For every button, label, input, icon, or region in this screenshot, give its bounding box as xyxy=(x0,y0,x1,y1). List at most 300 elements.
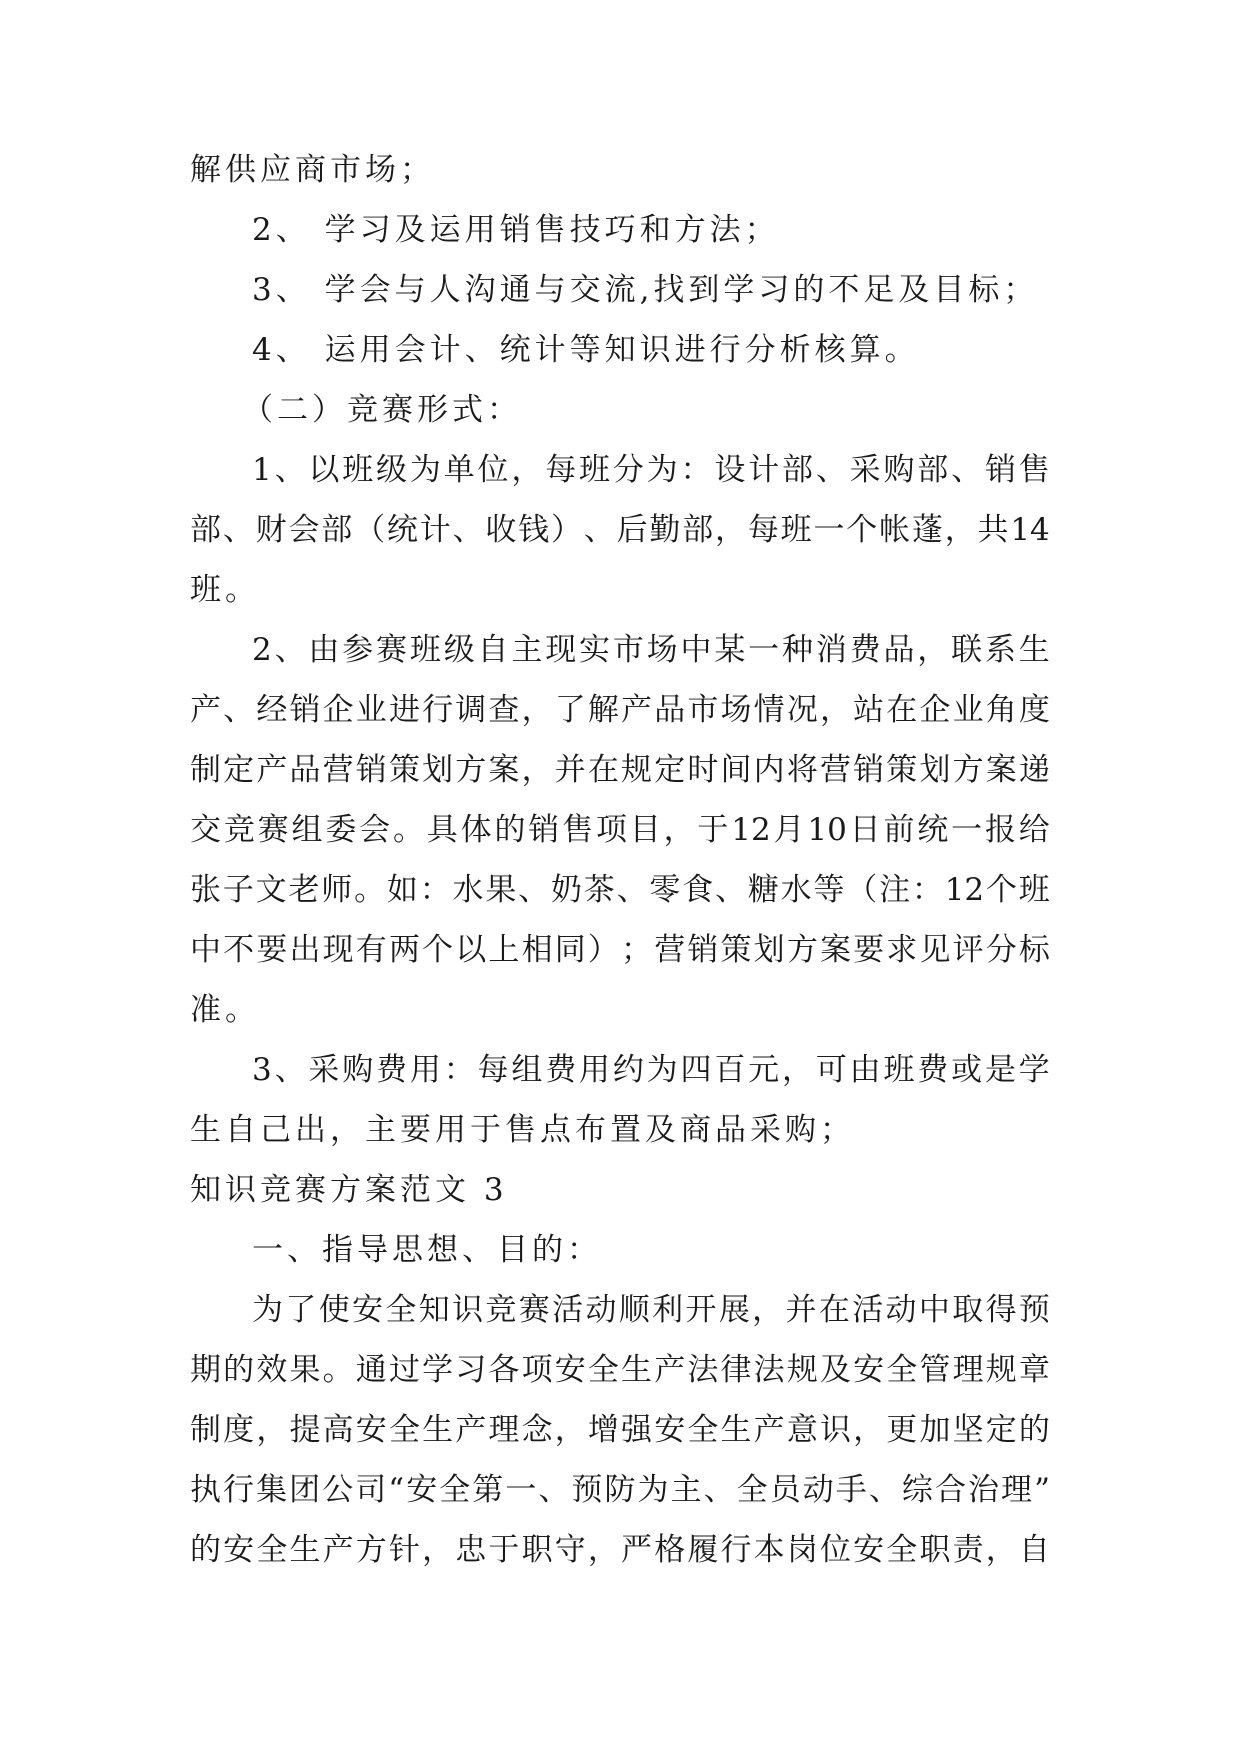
glyph: 部 xyxy=(781,452,813,488)
glyph: 理 xyxy=(1001,1472,1033,1508)
glyph: 期 xyxy=(190,1352,221,1388)
glyph: 分 xyxy=(612,452,644,488)
glyph: 竞 xyxy=(485,1292,517,1328)
glyph: 方 xyxy=(355,1532,387,1568)
glyph: 品 xyxy=(883,632,915,668)
glyph: 方 xyxy=(455,752,487,788)
section-heading: （二）竞赛形式： xyxy=(242,392,522,428)
glyph: 产 xyxy=(621,692,653,728)
glyph: 以 xyxy=(455,932,487,968)
glyph: ； xyxy=(621,932,653,968)
glyph: 安 xyxy=(654,1412,686,1448)
glyph: ” xyxy=(1034,1472,1050,1508)
paragraph-line xyxy=(190,1410,1050,1450)
glyph: 品 xyxy=(654,692,686,728)
glyph: 活 xyxy=(552,1292,584,1328)
glyph: 购 xyxy=(342,1052,374,1088)
glyph: 班 xyxy=(780,512,812,548)
glyph: 消 xyxy=(815,632,847,668)
glyph: 第 xyxy=(472,1472,504,1508)
glyph: 果 xyxy=(289,1352,321,1388)
glyph: 位 xyxy=(819,1532,851,1568)
glyph: 职 xyxy=(521,1532,553,1568)
glyph: 生 xyxy=(422,1412,454,1448)
glyph: ： xyxy=(680,452,712,488)
glyph: 赛 xyxy=(376,632,408,668)
glyph: 一 xyxy=(951,812,983,848)
glyph: 策 xyxy=(886,752,918,788)
glyph: 全 xyxy=(388,1412,420,1448)
glyph: 班 xyxy=(883,1052,915,1088)
glyph: ， xyxy=(511,452,543,488)
glyph: 效 xyxy=(256,1352,288,1388)
glyph: 动 xyxy=(802,1472,834,1508)
glyph: 防 xyxy=(604,1472,636,1508)
glyph: 法 xyxy=(687,1352,719,1388)
glyph: 级 xyxy=(443,632,475,668)
glyph: 求 xyxy=(886,932,918,968)
glyph: （ xyxy=(846,872,878,908)
glyph: 了 xyxy=(285,1292,317,1328)
glyph: ， xyxy=(853,1412,885,1448)
glyph: 每 xyxy=(545,452,577,488)
paragraph-line xyxy=(190,930,1050,970)
glyph: 动 xyxy=(585,1292,617,1328)
glyph: ， xyxy=(554,1412,586,1448)
glyph: 、 xyxy=(518,872,550,908)
glyph: 由 xyxy=(308,632,340,668)
glyph: 的 xyxy=(494,812,526,848)
glyph: 并 xyxy=(785,1292,817,1328)
glyph: 内 xyxy=(753,752,785,788)
glyph: 有 xyxy=(355,932,387,968)
glyph: 站 xyxy=(853,692,885,728)
glyph: 忠 xyxy=(455,1532,487,1568)
glyph: 糖 xyxy=(747,872,779,908)
glyph: 水 xyxy=(780,872,812,908)
glyph: 师 xyxy=(321,872,353,908)
glyph: 要 xyxy=(853,932,885,968)
glyph: 中 xyxy=(680,632,712,668)
glyph: ， xyxy=(715,512,746,548)
glyph: 、 xyxy=(274,452,306,488)
glyph: 奶 xyxy=(550,872,582,908)
glyph: ， xyxy=(752,1292,784,1328)
glyph: 调 xyxy=(455,692,487,728)
glyph: ： xyxy=(419,872,451,908)
glyph: 制 xyxy=(190,1412,221,1448)
glyph: 全 xyxy=(886,1352,918,1388)
glyph: 中 xyxy=(918,1292,950,1328)
glyph: 项 xyxy=(521,1352,553,1388)
glyph: 全 xyxy=(385,1292,417,1328)
glyph: 划 xyxy=(919,752,951,788)
glyph: 间 xyxy=(720,752,752,788)
glyph: 或 xyxy=(951,1052,983,1088)
glyph: 律 xyxy=(720,1352,752,1388)
glyph: 交 xyxy=(190,812,221,848)
glyph: 规 xyxy=(786,1352,818,1388)
glyph: 合 xyxy=(934,1472,966,1508)
list-item: 4、 运用会计、统计等知识进行分析核算。 xyxy=(252,332,920,368)
glyph: 前 xyxy=(883,812,915,848)
glyph: 企 xyxy=(919,692,951,728)
glyph: 班 xyxy=(579,452,611,488)
glyph: 划 xyxy=(422,752,454,788)
glyph: 部 xyxy=(917,452,949,488)
glyph: 方 xyxy=(786,932,818,968)
glyph: 是 xyxy=(984,1052,1016,1088)
glyph: 业 xyxy=(355,692,387,728)
glyph: 产 xyxy=(654,1352,686,1388)
glyph: 念 xyxy=(521,1412,553,1448)
glyph: ， xyxy=(819,692,851,728)
glyph: 并 xyxy=(554,752,586,788)
paragraph-line xyxy=(252,630,1050,670)
glyph: 、 xyxy=(274,1052,306,1088)
paragraph-line xyxy=(190,870,1050,910)
glyph: 在 xyxy=(886,692,918,728)
glyph: 法 xyxy=(753,1352,785,1388)
glyph: 生 xyxy=(1018,632,1050,668)
glyph: 采 xyxy=(308,1052,340,1088)
glyph: 策 xyxy=(720,932,752,968)
glyph: 费 xyxy=(917,1052,949,1088)
paragraph-line xyxy=(190,1350,1050,1390)
glyph: 格 xyxy=(654,1532,686,1568)
paragraph-line xyxy=(252,450,1050,490)
glyph: 上 xyxy=(488,932,520,968)
glyph: 理 xyxy=(952,1352,984,1388)
glyph: 实 xyxy=(579,632,611,668)
glyph: 赛 xyxy=(518,1292,550,1328)
glyph: 提 xyxy=(289,1412,321,1448)
glyph: 强 xyxy=(621,1412,653,1448)
section-heading: 一、指导思想、目的： xyxy=(252,1232,602,1268)
glyph: 营 xyxy=(654,932,686,968)
glyph: 使 xyxy=(318,1292,350,1328)
glyph: 识 xyxy=(819,1412,851,1448)
glyph: 目 xyxy=(629,812,661,848)
glyph: 、 xyxy=(815,452,847,488)
glyph: 公 xyxy=(322,1472,354,1508)
glyph: 部 xyxy=(321,512,353,548)
glyph: 制 xyxy=(190,752,221,788)
glyph: 章 xyxy=(1018,1352,1050,1388)
glyph: 案 xyxy=(819,932,851,968)
glyph: 赛 xyxy=(257,812,289,848)
glyph: 习 xyxy=(455,1352,487,1388)
glyph: 老 xyxy=(288,872,320,908)
glyph: 费 xyxy=(849,632,881,668)
glyph: 项 xyxy=(595,812,627,848)
glyph: 两 xyxy=(388,932,420,968)
glyph: 职 xyxy=(919,1532,951,1568)
glyph: 全 xyxy=(736,1472,768,1508)
glyph: 四 xyxy=(680,1052,712,1088)
list-item: 3、 学会与人沟通与交流,找到学习的不足及目标； xyxy=(252,272,1039,308)
glyph: 、 xyxy=(951,452,983,488)
glyph: 自 xyxy=(477,632,509,668)
glyph: ， xyxy=(917,632,949,668)
glyph: 安 xyxy=(853,1352,885,1388)
glyph: 全 xyxy=(256,1532,288,1568)
glyph: 。 xyxy=(322,1352,354,1388)
glyph: 案 xyxy=(985,752,1017,788)
glyph: 通 xyxy=(355,1352,387,1388)
glyph: 销 xyxy=(355,752,387,788)
glyph: 市 xyxy=(687,692,719,728)
list-item: 2、 学习及运用销售技巧和方法； xyxy=(252,212,780,248)
glyph: 收 xyxy=(485,512,517,548)
glyph: 要 xyxy=(256,932,288,968)
glyph: 委 xyxy=(325,812,357,848)
glyph: 种 xyxy=(781,632,813,668)
glyph: ） xyxy=(550,512,582,548)
glyph: 一 xyxy=(813,512,845,548)
text-line: 解供应商市场； xyxy=(190,152,435,188)
glyph: 销 xyxy=(289,692,321,728)
glyph: 费 xyxy=(376,1052,408,1088)
glyph: 坚 xyxy=(952,1412,984,1448)
glyph: 文 xyxy=(255,872,287,908)
glyph: 递 xyxy=(1018,752,1050,788)
glyph: 系 xyxy=(984,632,1016,668)
glyph: 治 xyxy=(967,1472,999,1508)
glyph: 司 xyxy=(355,1472,387,1508)
glyph: 每 xyxy=(477,1052,509,1088)
glyph: 全 xyxy=(587,1352,619,1388)
glyph: 团 xyxy=(289,1472,321,1508)
glyph: 况 xyxy=(786,692,818,728)
glyph: 生 xyxy=(621,1352,653,1388)
glyph: 、 xyxy=(538,1472,570,1508)
glyph: 一 xyxy=(748,632,780,668)
glyph: 勤 xyxy=(649,512,681,548)
glyph: 部 xyxy=(190,512,221,548)
glyph: 业 xyxy=(952,692,984,728)
glyph: 意 xyxy=(786,1412,818,1448)
glyph: 计 xyxy=(748,452,780,488)
glyph: 、 xyxy=(223,692,255,728)
paragraph-line: 准。 xyxy=(190,992,260,1028)
glyph: ） xyxy=(587,932,619,968)
glyph: 用 xyxy=(579,1052,611,1088)
glyph: 安 xyxy=(355,1412,387,1448)
glyph: 体 xyxy=(460,812,492,848)
glyph: 采 xyxy=(849,452,881,488)
glyph: 产 xyxy=(455,1412,487,1448)
glyph: 统 xyxy=(917,812,949,848)
glyph: 销 xyxy=(528,812,560,848)
glyph: 履 xyxy=(687,1532,719,1568)
glyph: 全 xyxy=(687,1412,719,1448)
glyph: 财 xyxy=(255,512,287,548)
glyph: 2 xyxy=(252,632,272,668)
glyph: 由 xyxy=(849,1052,881,1088)
glyph: 全 xyxy=(886,1532,918,1568)
glyph: 部 xyxy=(682,512,714,548)
glyph: ， xyxy=(256,1412,288,1448)
glyph: 经 xyxy=(256,692,288,728)
glyph: 于 xyxy=(488,1532,520,1568)
glyph: 不 xyxy=(223,932,255,968)
glyph: 企 xyxy=(322,692,354,728)
glyph: 动 xyxy=(885,1292,917,1328)
glyph: 产 xyxy=(256,752,288,788)
glyph: 市 xyxy=(612,632,644,668)
glyph: ， xyxy=(944,512,976,548)
glyph: 策 xyxy=(388,752,420,788)
glyph: 员 xyxy=(769,1472,801,1508)
glyph: 销 xyxy=(984,452,1016,488)
glyph: 1 xyxy=(252,452,272,488)
glyph: 情 xyxy=(753,692,785,728)
glyph: 12 xyxy=(944,872,985,908)
glyph: 在 xyxy=(587,752,619,788)
paragraph-line xyxy=(190,1530,1050,1570)
glyph: 为 xyxy=(409,452,441,488)
glyph: 行 xyxy=(422,692,454,728)
glyph: 安 xyxy=(352,1292,384,1328)
glyph: 责 xyxy=(952,1532,984,1568)
glyph: 会 xyxy=(288,512,320,548)
glyph: 给 xyxy=(1018,812,1050,848)
glyph: 个 xyxy=(422,932,454,968)
glyph: 严 xyxy=(621,1532,653,1568)
glyph: 过 xyxy=(388,1352,420,1388)
glyph: 为 xyxy=(252,1292,283,1328)
glyph: 安 xyxy=(853,1532,885,1568)
glyph: 为 xyxy=(646,452,678,488)
glyph: 生 xyxy=(289,1532,321,1568)
glyph: 知 xyxy=(418,1292,450,1328)
glyph: 营 xyxy=(322,752,354,788)
glyph: 、 xyxy=(616,872,648,908)
glyph: 在 xyxy=(818,1292,850,1328)
glyph: 行 xyxy=(720,1532,752,1568)
glyph: ： xyxy=(443,1052,475,1088)
paragraph-line xyxy=(190,1470,1050,1510)
glyph: 为 xyxy=(646,1052,678,1088)
glyph: 利 xyxy=(652,1292,684,1328)
glyph: 理 xyxy=(488,1412,520,1448)
glyph: ， xyxy=(422,1532,454,1568)
glyph: 用 xyxy=(409,1052,441,1088)
glyph: 钱 xyxy=(518,512,550,548)
glyph: “ xyxy=(388,1472,405,1508)
glyph: 安 xyxy=(554,1352,586,1388)
glyph: 标 xyxy=(1018,932,1050,968)
glyph: 方 xyxy=(952,752,984,788)
glyph: 产 xyxy=(322,1532,354,1568)
glyph: 各 xyxy=(488,1352,520,1388)
glyph: 度 xyxy=(1018,692,1050,728)
glyph: 现 xyxy=(545,632,577,668)
glyph: 茶 xyxy=(583,872,615,908)
glyph: 售 xyxy=(562,812,594,848)
glyph: 班 xyxy=(1018,872,1050,908)
glyph: 位 xyxy=(477,452,509,488)
glyph: 。 xyxy=(354,872,386,908)
glyph: 更 xyxy=(886,1412,918,1448)
paragraph-line xyxy=(190,750,1050,790)
glyph: 营 xyxy=(819,752,851,788)
glyph: 顺 xyxy=(618,1292,650,1328)
glyph: 时 xyxy=(687,752,719,788)
glyph: 安 xyxy=(223,1532,255,1568)
glyph: 每 xyxy=(747,512,779,548)
glyph: 销 xyxy=(687,932,719,968)
glyph: 14 xyxy=(1010,512,1050,548)
glyph: 的 xyxy=(223,1352,255,1388)
glyph: 月 xyxy=(773,812,805,848)
glyph: 管 xyxy=(919,1352,951,1388)
glyph: 果 xyxy=(485,872,517,908)
glyph: 费 xyxy=(545,1052,577,1088)
glyph: 划 xyxy=(753,932,785,968)
glyph: ， xyxy=(521,752,553,788)
glyph: 、 xyxy=(703,1472,735,1508)
glyph: 品 xyxy=(289,752,321,788)
glyph: 为 xyxy=(637,1472,669,1508)
glyph: 如 xyxy=(386,872,418,908)
glyph: 识 xyxy=(452,1292,484,1328)
glyph: 后 xyxy=(616,512,648,548)
glyph: 解 xyxy=(587,692,619,728)
glyph: 联 xyxy=(951,632,983,668)
glyph: 出 xyxy=(289,932,321,968)
glyph: 售 xyxy=(1018,452,1050,488)
glyph: 现 xyxy=(322,932,354,968)
glyph: 零 xyxy=(649,872,681,908)
glyph: 产 xyxy=(753,1412,785,1448)
glyph: （ xyxy=(354,512,386,548)
glyph: 得 xyxy=(985,1292,1017,1328)
glyph: 于 xyxy=(697,812,729,848)
glyph: 、 xyxy=(868,1472,900,1508)
glyph: 约 xyxy=(612,1052,644,1088)
glyph: 活 xyxy=(852,1292,884,1328)
glyph: 加 xyxy=(919,1412,951,1448)
paragraph-line xyxy=(252,1050,1050,1090)
glyph: 可 xyxy=(815,1052,847,1088)
glyph: 角 xyxy=(985,692,1017,728)
glyph: 班 xyxy=(342,452,374,488)
document-heading: 知识竞赛方案范文 3 xyxy=(190,1172,508,1208)
glyph: 元 xyxy=(748,1052,780,1088)
glyph: 主 xyxy=(511,632,543,668)
glyph: 会 xyxy=(359,812,391,848)
glyph: 水 xyxy=(452,872,484,908)
glyph: 评 xyxy=(952,932,984,968)
glyph: 执 xyxy=(190,1472,221,1508)
glyph: 针 xyxy=(388,1532,420,1568)
glyph: 计 xyxy=(419,512,451,548)
glyph: 个 xyxy=(846,512,878,548)
glyph: 3 xyxy=(252,1052,272,1088)
glyph: 共 xyxy=(977,512,1009,548)
glyph: 高 xyxy=(322,1412,354,1448)
glyph: 综 xyxy=(901,1472,933,1508)
paragraph-line: 生自己出，主要用于售点布置及商品采购； xyxy=(190,1112,855,1148)
glyph: 定 xyxy=(654,752,686,788)
glyph: 班 xyxy=(409,632,441,668)
paragraph-line xyxy=(190,690,1050,730)
glyph: 学 xyxy=(1018,1052,1050,1088)
glyph: 学 xyxy=(422,1352,454,1388)
glyph: 注 xyxy=(879,872,911,908)
